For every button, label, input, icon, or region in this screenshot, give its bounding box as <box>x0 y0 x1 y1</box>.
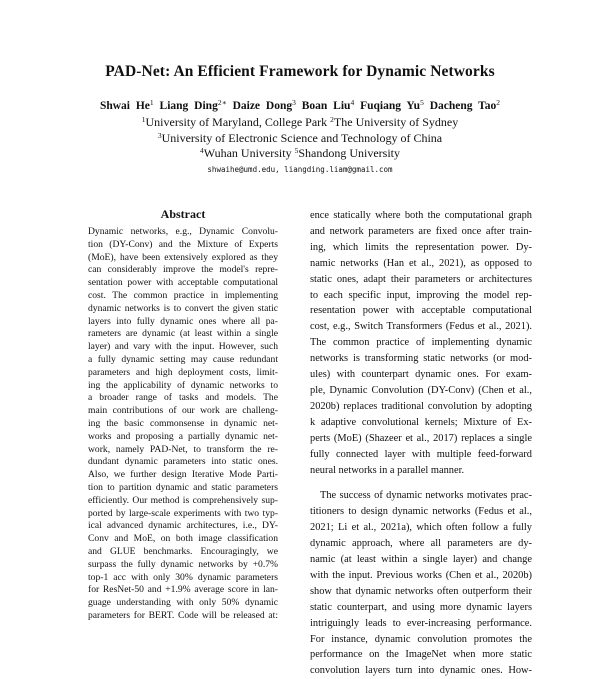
text-line: dynamic approach, where all parameters are dy- <box>310 538 532 550</box>
text-line: cost. The common practice in implementing <box>88 289 278 301</box>
text-line: tion to partition dynamic and static parameters <box>88 481 278 493</box>
text-line: parameters for BERT. Code will be released at: <box>88 609 278 621</box>
text-line: cost, e.g., Switch Transformers (Fedus et al., 2021). <box>310 321 532 333</box>
text-line: and network parameters are fixed once after train- <box>310 225 532 237</box>
author-email: shwaihe@umd.edu, liangding.liam@gmail.com <box>207 165 393 174</box>
abstract-body <box>88 226 278 623</box>
text-line: resentation power with acceptable computational <box>310 305 532 317</box>
text-line: tion (DY-Conv) and the Mixture of Experts <box>88 238 278 250</box>
text-line: to each specific input, improving the model rep- <box>310 289 532 301</box>
text-line: (MoE), have been extensively explored as they <box>88 251 278 263</box>
text-line: ing, which limits the representation power. Dy- <box>310 241 532 253</box>
text-line: a fully dynamic setting may cause redundant <box>88 353 278 365</box>
affiliation-name: University of Maryland, College Park <box>145 115 328 129</box>
text-line: Conv and MoE, on both image classification <box>88 533 278 545</box>
text-line: k adaptive convolutional kernels; Mixture of Ex- <box>310 416 532 428</box>
text-line: sentation power with acceptable computational <box>88 277 278 289</box>
affiliation-mark: 2 <box>330 115 334 124</box>
abstract-heading: Abstract <box>160 207 206 221</box>
text-line: parameters and high deployment costs, limit- <box>88 366 278 378</box>
author-list <box>0 98 600 112</box>
affiliation-line <box>0 131 600 146</box>
author-name: Fuqiang Yu <box>360 100 421 112</box>
paper-title: PAD-Net: An Efficient Framework for Dynamic Networks <box>105 63 495 80</box>
text-line: namic (at least within a single layer) and change <box>310 554 532 566</box>
text-line: The common practice of implementing dynamic <box>310 337 532 349</box>
text-line: show that dynamic networks often outperform their <box>310 585 532 597</box>
affiliation-name: The University of Sydney <box>333 115 459 129</box>
author-affiliation-mark: 5 <box>420 98 424 107</box>
author-affiliation-mark: 1 <box>149 98 154 107</box>
text-line: Also, we further design Iterative Mode Parti- <box>88 469 278 481</box>
text-line: layers into fully dynamic ones where all pa- <box>88 315 278 327</box>
author-name: Liang Ding <box>159 100 218 112</box>
text-line: 2021; Li et al., 2021a), which often follow a fully <box>310 522 532 534</box>
text-line: For instance, dynamic convolution promotes the <box>310 633 532 645</box>
text-line: surpass the fully dynamic networks by +0.7% <box>88 558 278 570</box>
author-name: Dacheng Tao <box>429 100 497 112</box>
author-affiliation-mark: 2 <box>496 98 501 107</box>
affiliation-name: University of Electronic Science and Technology of China <box>161 131 443 145</box>
author-affiliation-mark: 4 <box>350 98 355 107</box>
text-line: ical advanced dynamic architectures, i.e., DY- <box>88 520 278 532</box>
text-line: with the input. Previous works (Chen et al., 2020b) <box>310 569 532 581</box>
text-line: top-1 acc with only 30% dynamic parameters <box>88 571 278 583</box>
affiliation-mark: 5 <box>294 146 299 155</box>
text-line: convolution layers turn into dynamic ones. How- <box>310 665 532 677</box>
text-line: ported by large-scale experiments with two typ- <box>88 507 278 519</box>
text-line: 2020b) replaces traditional convolution by adopting <box>310 400 532 412</box>
text-line: works and proposing a partially dynamic net- <box>88 430 278 442</box>
text-line: dynamic networks is to convert the given static <box>88 302 278 314</box>
text-line: work, namely PAD-Net, to transform the re- <box>88 443 278 455</box>
text-line: ing the basic commonsense in dynamic net- <box>88 417 278 429</box>
text-line: main contributions of our work are challeng- <box>88 405 278 417</box>
text-line: namic networks (Han et al., 2021), as opposed to <box>310 257 532 269</box>
text-line: ules) with counterpart dynamic ones. For exam- <box>310 369 532 381</box>
text-line: networks is transforming static networks (or mod- <box>310 353 532 365</box>
text-line: efficiently. Our method is comprehensively sup- <box>88 494 278 506</box>
text-line: static ones, adapt their parameters or architectures <box>310 273 532 285</box>
affiliation-name: Shandong University <box>298 146 400 160</box>
text-line: neural networks in a parallel manner. <box>310 464 465 476</box>
text-line: guage understanding with only 50% dynamic <box>88 597 278 609</box>
affiliation-mark: 4 <box>199 146 204 155</box>
affiliation-name: Wuhan University <box>203 146 292 160</box>
text-line: ple, Dynamic Convolution (DY-Conv) (Chen et al., <box>310 384 532 396</box>
author-name: Boan Liu <box>301 100 351 112</box>
text-line: perts (MoE) (Shazeer et al., 2017) replaces a single <box>310 432 532 444</box>
text-line: ence statically where both the computational graph <box>310 210 532 221</box>
intro-paragraph <box>310 488 532 679</box>
text-line: rameters are dynamic (at least within a single <box>88 328 278 340</box>
author-affiliation-mark: 2∗ <box>217 98 227 107</box>
text-line: Dynamic networks, e.g., Dynamic Convolu- <box>88 226 278 237</box>
text-line: fully connected layer with multiple feed-forward <box>310 448 532 460</box>
affiliation-mark: 3 <box>157 131 162 140</box>
text-line: performance on the ImageNet when more static <box>310 649 532 661</box>
text-line: a broader range of tasks and models. The <box>88 392 278 404</box>
author-name: Shwai He <box>99 100 150 112</box>
text-line: for ResNet-50 and +1.9% average score in lan- <box>88 584 278 596</box>
text-line: The success of dynamic networks motivates prac- <box>320 490 532 502</box>
affiliation-line <box>0 146 600 161</box>
text-line: dundant dynamic parameters into static ones. <box>88 456 278 468</box>
text-line: static counterpart, and using more dynamic layers <box>310 601 532 613</box>
text-line: intriguingly leads to ever-increasing performance. <box>310 617 532 629</box>
text-line: and GLUE benchmarks. Encouragingly, we <box>88 545 278 557</box>
intro-paragraph <box>310 208 532 478</box>
author-affiliation-mark: 3 <box>292 98 296 107</box>
affiliation-mark: 1 <box>141 115 146 124</box>
affiliation-line <box>0 115 600 130</box>
intro-column <box>310 208 532 679</box>
author-name: Daize Dong <box>232 100 293 112</box>
text-line: ing the applicability of dynamic networks to <box>88 379 278 391</box>
text-line: titioners to design dynamic networks (Fedus et al., <box>310 506 532 518</box>
text-line: can considerably improve the model's repre- <box>88 264 278 276</box>
text-line: layer) and vary with the input. However, such <box>88 341 278 353</box>
